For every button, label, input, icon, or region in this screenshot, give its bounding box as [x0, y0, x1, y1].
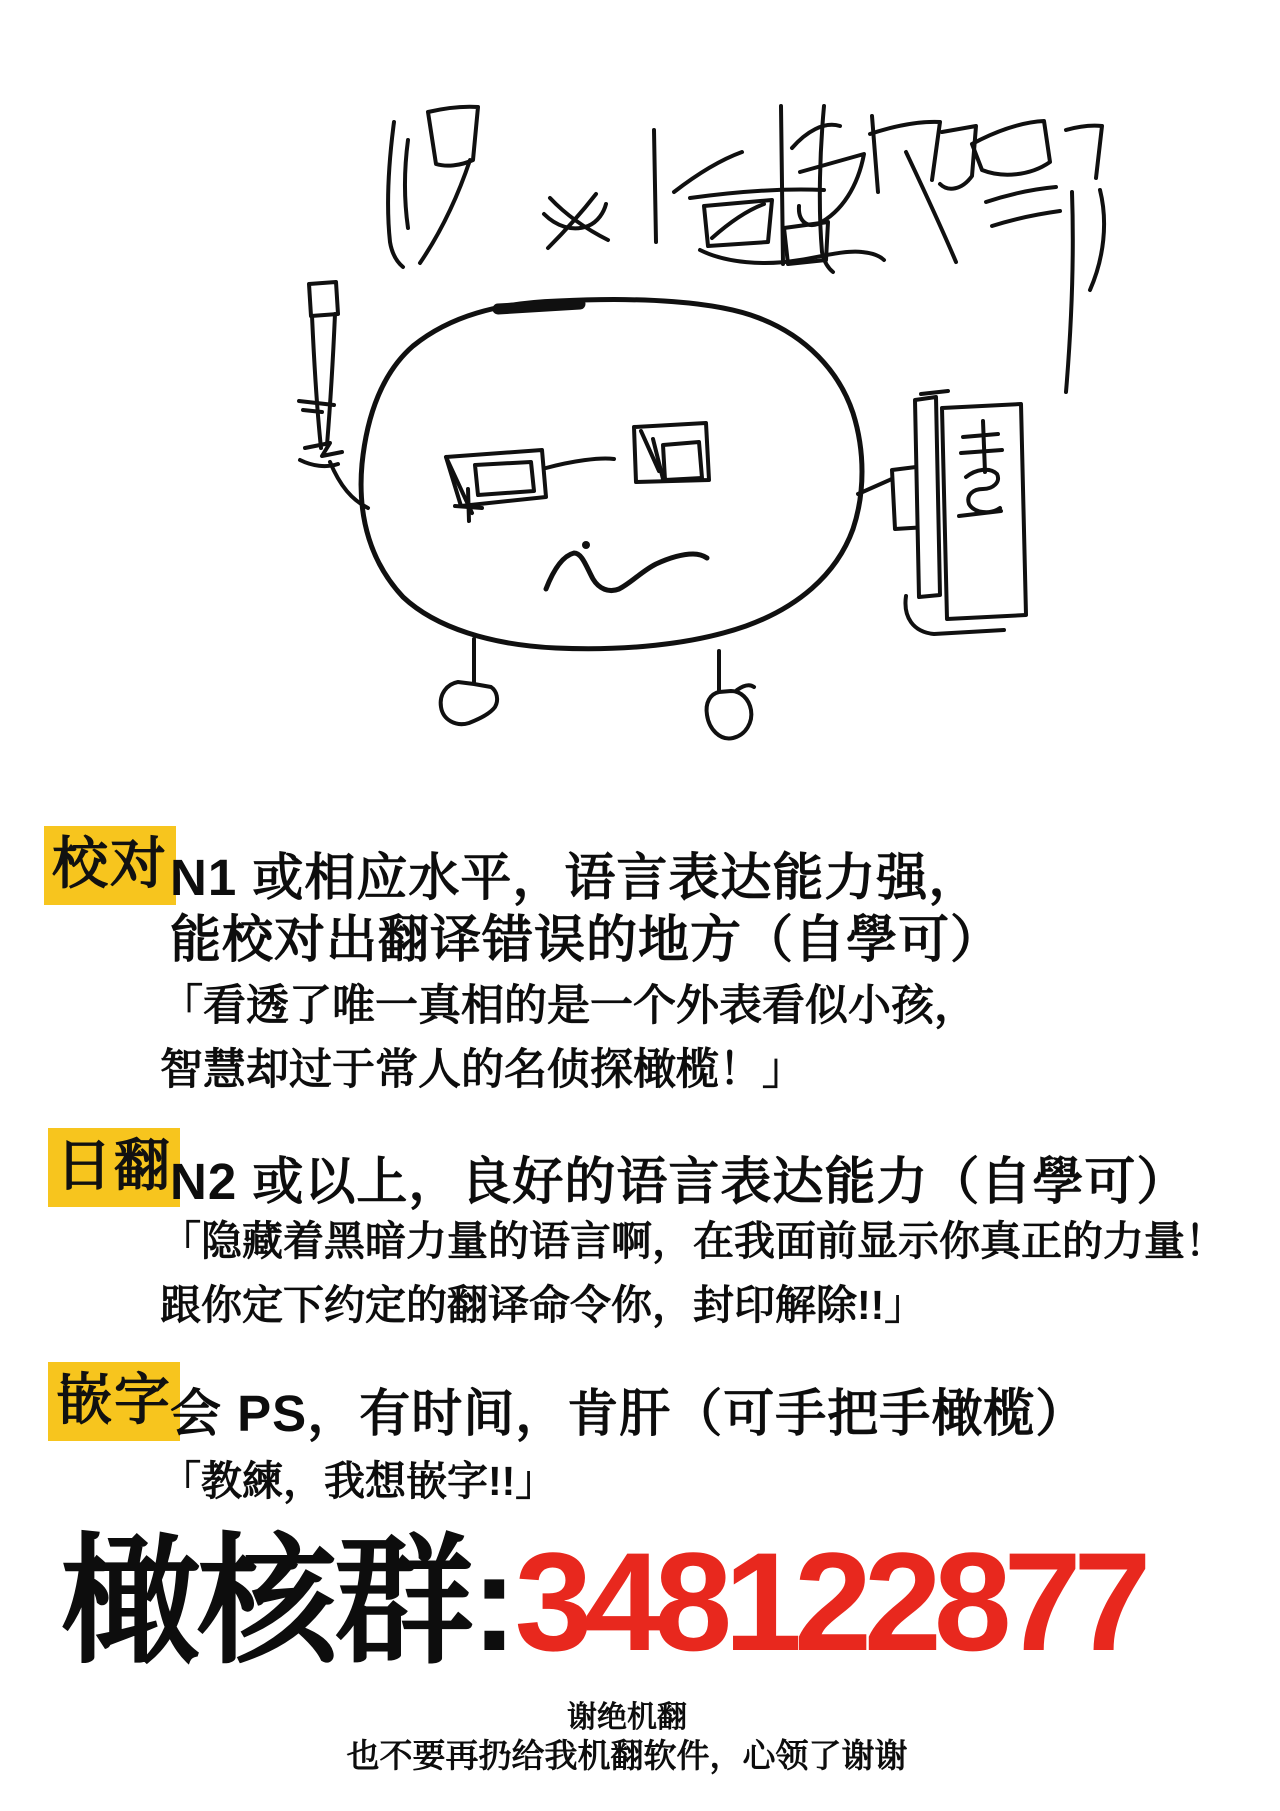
footer-no-machine-translation-note: 也不要再扔给我机翻软件，心领了谢谢: [346, 1737, 908, 1774]
group-number-value: 348122877: [514, 1523, 1144, 1680]
sign-doodle: [858, 391, 1026, 634]
scrawled-title-doodle: [388, 106, 1104, 392]
footer-no-machine-translation: 谢绝机翻: [567, 1701, 687, 1734]
translate-requirement-line1: N2 或以上，良好的语言表达能力（自學可）: [170, 1153, 1189, 1210]
section-label-translate: 日翻: [48, 1128, 180, 1207]
legs-doodle: [441, 639, 754, 738]
pencil-arm-doodle: [299, 282, 368, 508]
section-label-proofread: 校对: [44, 826, 176, 905]
proofread-requirement-line1: N1 或相应水平，语言表达能力强，: [170, 849, 981, 906]
group-number-prefix: 橄核群:: [60, 1523, 515, 1680]
typeset-requirement-line1: 会 PS，有时间，肯肝（可手把手橄榄）: [170, 1385, 1088, 1442]
proofread-quote-line2: 智慧却过于常人的名侦探橄榄！」: [160, 1046, 805, 1094]
translate-quote-line1: 「隐藏着黑暗力量的语言啊，在我面前显示你真正的力量！: [160, 1218, 1226, 1264]
glasses-doodle: [446, 423, 709, 521]
proofread-quote-line1: 「看透了唯一真相的是一个外表看似小孩，: [160, 982, 977, 1030]
typeset-quote-line1: 「教練，我想嵌字!!」: [160, 1458, 557, 1504]
proofread-requirement-line2: 能校对出翻译错误的地方（自學可）: [170, 911, 1003, 968]
mouth-doodle: [546, 541, 707, 591]
brow-mark: [498, 304, 580, 309]
olive-body: [361, 300, 862, 649]
olive-mascot-doodle: [0, 0, 1280, 770]
translate-quote-line2: 跟你定下约定的翻译命令你，封印解除!!」: [160, 1282, 926, 1328]
group-number-line: [60, 1523, 1144, 1680]
section-label-typeset: 嵌字: [48, 1362, 180, 1441]
